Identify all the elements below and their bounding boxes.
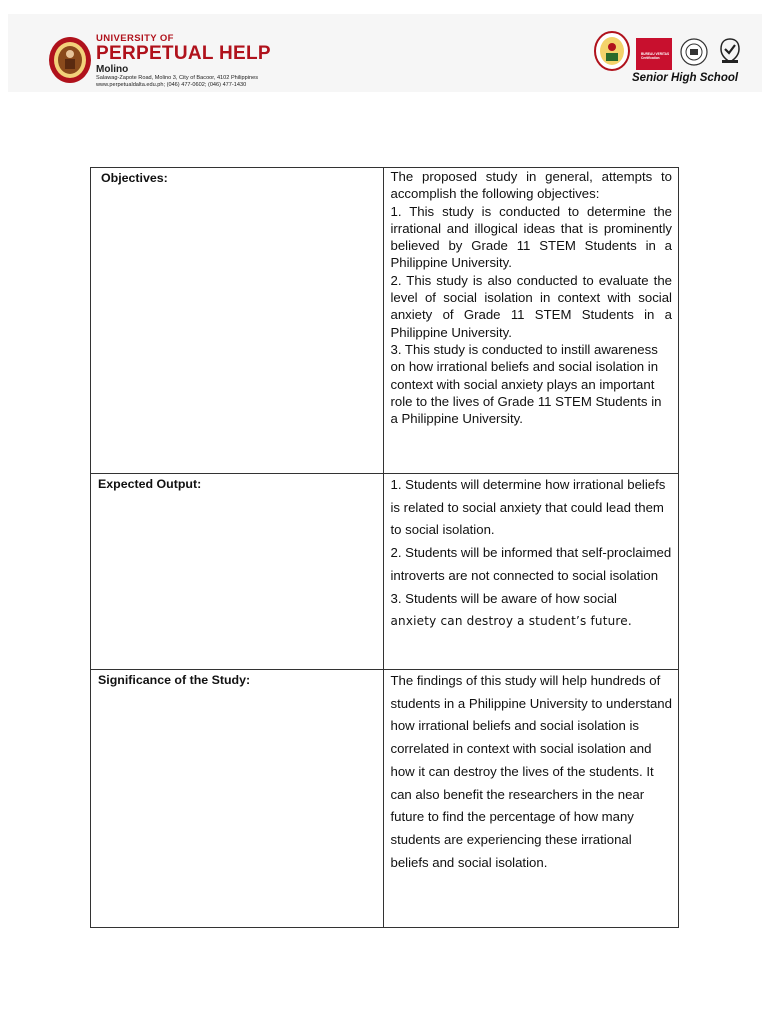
significance-row (91, 670, 679, 928)
university-name: PERPETUAL HELP (96, 43, 271, 64)
expected-output-label: Expected Output: (91, 474, 384, 670)
quality-seal-icon (680, 38, 708, 66)
objective-item: 2. This study is also conducted to evaluate the level of social isolation in context with social anxiety of Grade 11 STEM Students in a Philippine University. (390, 272, 672, 340)
campus-name: Molino (96, 64, 129, 75)
address: Salawag-Zapote Road, Molino 3, City of Bacoor, 4102 Philippines (96, 75, 259, 81)
output-item: 2. Students will be informed that self-proclaimed introverts are not connected to social isolation (390, 545, 672, 583)
university-name-block (96, 34, 271, 89)
objectives-label: Objectives: (91, 168, 384, 474)
objective-item: 3. This study is conducted to instill awareness on how irrational beliefs and social isolation in context with social anxiety plays an important role to the lives of Grade 11 STEM Students in a Philippine University. (390, 341, 662, 427)
objectives-intro: The proposed study in general, attempts to accomplish the following objectives: (390, 169, 672, 202)
school-level-label: Senior High School (632, 72, 739, 84)
contact: www.perpetualdalta.edu.ph; (046) 477-0602; (046) 477-1430 (96, 82, 247, 88)
objectives-content (384, 168, 679, 474)
study-details-table (90, 167, 679, 928)
output-item-tail: anxiety can destroy a student’s future. (390, 614, 632, 629)
significance-content: The findings of this study will help hundreds of students in a Philippine University to understand how irrational beliefs and social isolation is correlated in context with social isolation and how it can destroy the lives of the students. It can also benefit the researchers in the near future to find the percentage of how many students are experiencing these irrational beliefs and social isolation. (384, 670, 679, 928)
ukas-check-icon (719, 38, 741, 64)
objectives-row (91, 168, 679, 474)
shs-seal-icon (594, 31, 630, 71)
certification-text: BUREAU VERITAS Certification (641, 52, 670, 60)
university-prefix: UNIVERSITY OF (96, 33, 174, 44)
output-item: 1. Students will determine how irrational beliefs is related to social anxiety that could lead them to social isolation. (390, 477, 666, 538)
output-item: 3. Students will be aware of how social (390, 590, 617, 606)
expected-output-content (384, 474, 679, 670)
objective-item: 1. This study is conducted to determine the irrational and illogical ideas that is prominently believed by Grade 11 STEM Students in a Philippine University. (390, 203, 672, 271)
significance-label: Significance of the Study: (91, 670, 384, 928)
university-seal-icon (48, 36, 92, 84)
expected-output-row (91, 474, 679, 670)
